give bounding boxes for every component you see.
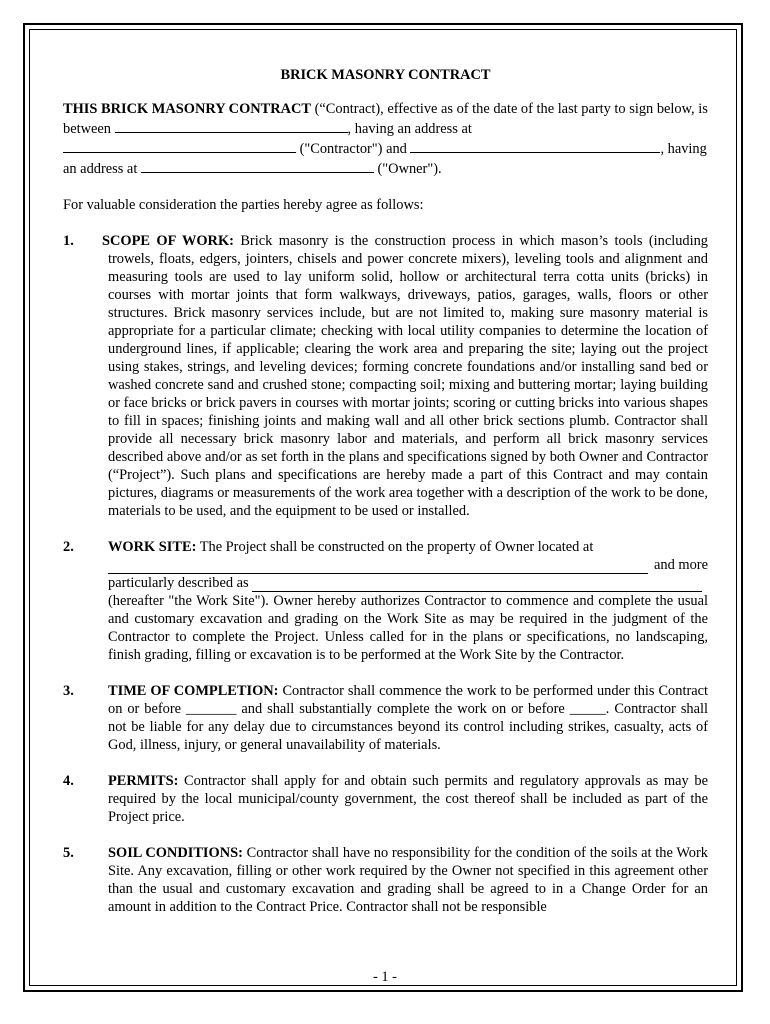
section-heading: TIME OF COMPLETION: <box>108 683 279 699</box>
contractor-name-blank[interactable] <box>115 118 348 133</box>
section-time-of-completion <box>63 682 708 754</box>
section-text: particularly described as <box>108 575 253 591</box>
section-text: and more <box>654 557 708 573</box>
section-text: The Project shall be constructed on the property of Owner located at <box>196 539 594 555</box>
section-heading: SOIL CONDITIONS: <box>108 845 243 861</box>
contractor-address-blank[interactable] <box>63 138 296 153</box>
intro-part5: ("Owner"). <box>373 161 442 177</box>
section-text: Contractor shall have no responsibility for the condition of the soils at the Work Site. Any excavation, filling or other work required by the Owner not specified in this agreement other than the usual and customary excavation and grading shall be agreed to in a Change Order for an amount in addition to the Contract Price. Contractor shall not be responsible <box>108 845 708 915</box>
section-heading: SCOPE OF WORK: <box>102 233 234 249</box>
section-number: 3. <box>63 683 74 699</box>
section-work-site <box>63 538 708 664</box>
intro-part4: , having an address at <box>63 141 707 177</box>
section-number: 1. <box>63 233 74 249</box>
work-site-address-blank[interactable] <box>108 559 648 574</box>
intro-part3: ("Contractor") and <box>296 141 411 157</box>
section-permits <box>63 772 708 826</box>
document-page <box>63 66 708 934</box>
section-soil-conditions <box>63 844 708 916</box>
consideration-text: For valuable consideration the parties hereby agree as follows: <box>63 197 424 213</box>
section-number: 4. <box>63 773 74 789</box>
section-text: Brick masonry is the construction process in which mason’s tools (including trowels, floats, edgers, jointers, chisels and power concrete mixers), leveling tools and alignment and measuring tools are used to lay uniform solid, hollow or architectural terra cotta units (bricks) in courses with mortar joints that form walkways, driveways, patios, garages, walls, floors or other structures. Brick masonry services include, but are not limited to, making sure masonry material is appropriate for a particular climate; checking with local utility companies to determine the location of underground lines, if applicable; clearing the work area and preparing the site; laying out the project using stakes, strings, and leveling devices; forming concrete foundations and/or installing sand bed or washed concrete sand and crushed stone; compacting soil; mixing and buttering mortar; laying building or face bricks or brick pavers in courses with mortar joints; scoring or cutting bricks into various shapes to fill in spaces; finishing joints and making wall and all other brick sections plumb. Contractor shall provide all necessary brick masonry labor and materials, and perform all brick masonry services described above and/or as set forth in the plans and specifications signed by both Owner and Contractor (“Project”). Such plans and specifications are hereby made a part of this Contract and may contain pictures, diagrams or measurements of the work area together with a description of the work to be done, materials to be used, and the equipment to be used or installed. <box>108 233 709 519</box>
owner-name-blank[interactable] <box>410 138 660 153</box>
section-scope-of-work <box>63 232 708 520</box>
intro-lead: THIS BRICK MASONRY CONTRACT <box>63 101 312 117</box>
document-title: BRICK MASONRY CONTRACT <box>280 67 491 83</box>
section-text: Contractor shall commence the work to be performed under this Contract on or before _______ and shall substantially complete the work on or before _____. Contractor shall not be liable for any delay due to circumstances beyond its control including strikes, casualty, acts of God, illness, injury, or general unavailability of materials. <box>108 683 709 753</box>
intro-part2: , having an address at <box>347 121 472 137</box>
section-number: 2. <box>63 539 74 555</box>
section-number: 5. <box>63 845 74 861</box>
owner-address-blank[interactable] <box>141 158 374 173</box>
work-site-description-blank[interactable] <box>252 577 702 592</box>
intro-paragraph <box>63 100 708 178</box>
intro-part1: (“Contract), effective as of the date of the last party to sign below, is between <box>63 101 708 137</box>
section-heading: WORK SITE: <box>108 539 197 555</box>
section-heading: PERMITS: <box>108 773 179 789</box>
work-site-address-line <box>108 556 708 574</box>
section-text: (hereafter "the Work Site"). Owner hereby authorizes Contractor to commence and complete the usual and customary excavation and grading on the Work Site as may be required in the judgment of the Contractor to complete the Project. Unless called for in the plans or specifications, no landscaping, finish grading, filling or excavation is to be performed at the Work Site by the Contractor. <box>108 593 708 663</box>
page-number: - 1 - <box>373 969 397 985</box>
work-site-description-line <box>108 574 708 592</box>
section-text: Contractor shall apply for and obtain such permits and regulatory approvals as may be required by the local municipal/county government, the cost thereof shall be included as part of the Project price. <box>108 773 708 825</box>
